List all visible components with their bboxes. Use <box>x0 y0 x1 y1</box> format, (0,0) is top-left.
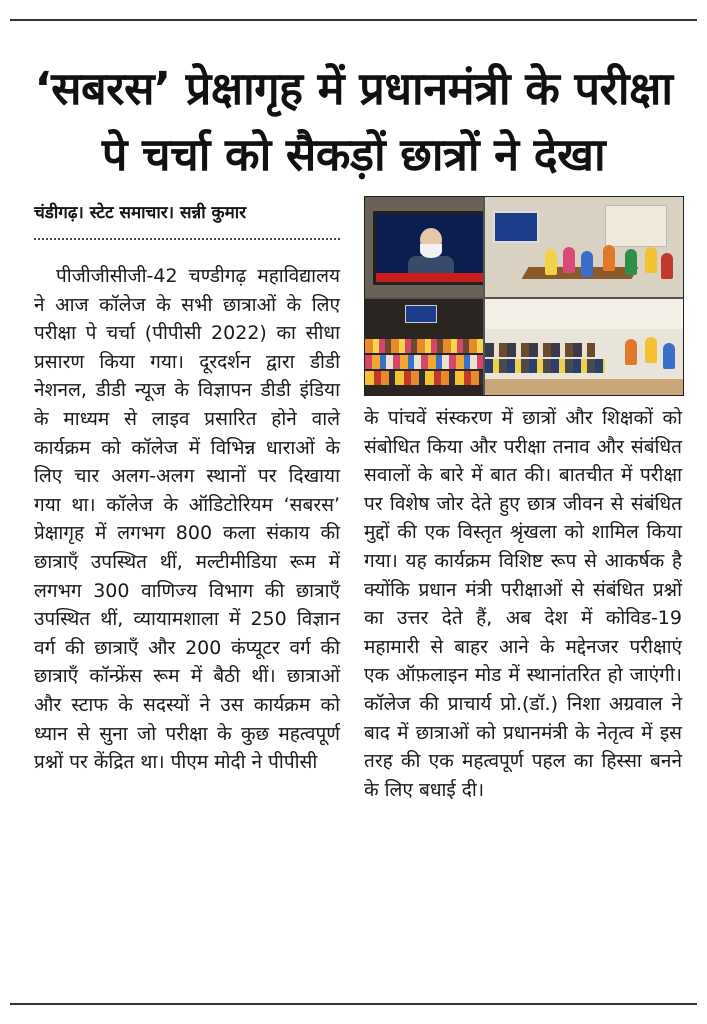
article-column-1 <box>34 262 340 777</box>
news-photo-collage <box>364 196 684 396</box>
photo-tv-screen <box>365 197 483 297</box>
article-column-2 <box>364 404 682 804</box>
article-paragraph-1: पीजीजीसीजी-42 चण्डीगढ़ महाविद्यालय ने आज कॉलेज के सभी छात्राओं के लिए परीक्षा पे चर्चा (पीपीसी 2022) का सीधा प्रसारण किया गया। दूरदर्शन द्वारा डीडी नेशनल, डीडी न्यूज के विज्ञापन डीडी इंडिया के माध्यम से लाइव प्रसारित होने वाले कार्यक्रम को कॉलेज में विभिन्न धाराओं के लिए चार अलग-अलग स्थानों पर दिखाया गया था। कॉलेज के ऑडिटोरियम ‘सबरस’ प्रेक्षागृह में लगभग 800 कला संकाय की छात्राएँ उपस्थित थीं, मल्टीमीडिया रूम में लगभग 300 वाणिज्य विभाग की छात्राएँ उपस्थित थीं, व्यायामशाला में 250 विज्ञान वर्ग की छात्राएँ और 200 कंप्यूटर वर्ग की छात्राएँ कॉन्फ्रेंस रूम में बैठी थीं। छात्राओं और स्टाफ के सदस्यों ने उस कार्यक्रम को ध्यान से सुना जो परीक्षा के कुछ महत्वपूर्ण प्रश्नों पर केंद्रित था। पीएम मोदी ने पीपीसी <box>34 265 340 774</box>
photo-auditorium-crowd <box>365 299 483 395</box>
article-paragraph-2: के पांचवें संस्करण में छात्रों और शिक्षकों को संबोधित किया और परीक्षा तनाव और संबंधित सवालों के बारे में बात की। बातचीत में परीक्षा पर विशेष जोर देते हुए छात्र जीवन से संबंधित मुद्दों की एक विस्तृत श्रृंखला को शामिल किया गया। यह कार्यक्रम विशिष्ट रूप से आकर्षक है क्योंकि प्रधान मंत्री परीक्षाओं से संबंधित प्रश्नों का उत्तर देते हैं, अब देश में कोविड-19 महामारी से बाहर आने के मद्देनजर परीक्षाएं एक ऑफ़लाइन मोड में स्थानांतरित हो जाएंगी। कॉलेज की प्राचार्य प्रो.(डॉ.) निशा अग्रवाल ने बाद में छात्राओं को प्रधानमंत्री के नेतृत्व में इस तरह की एक महत्वपूर्ण पहल का हिस्सा बनने के लिए बधाई दी। <box>364 407 682 801</box>
tv-icon <box>373 211 483 285</box>
headline-line-1: ‘सबरस’ प्रेक्षागृह में प्रधानमंत्री के परीक्षा <box>34 62 673 115</box>
headline <box>0 56 707 188</box>
byline: चंडीगढ़। स्टेट समाचार। सन्नी कुमार <box>34 203 247 223</box>
photo-conference-room <box>485 197 683 297</box>
headline-line-2: पे चर्चा को सैकड़ों छात्रों ने देखा <box>101 128 606 181</box>
top-rule <box>10 19 697 21</box>
bottom-rule <box>10 1003 697 1005</box>
photo-multimedia-room <box>485 299 683 395</box>
byline-divider <box>34 238 340 240</box>
